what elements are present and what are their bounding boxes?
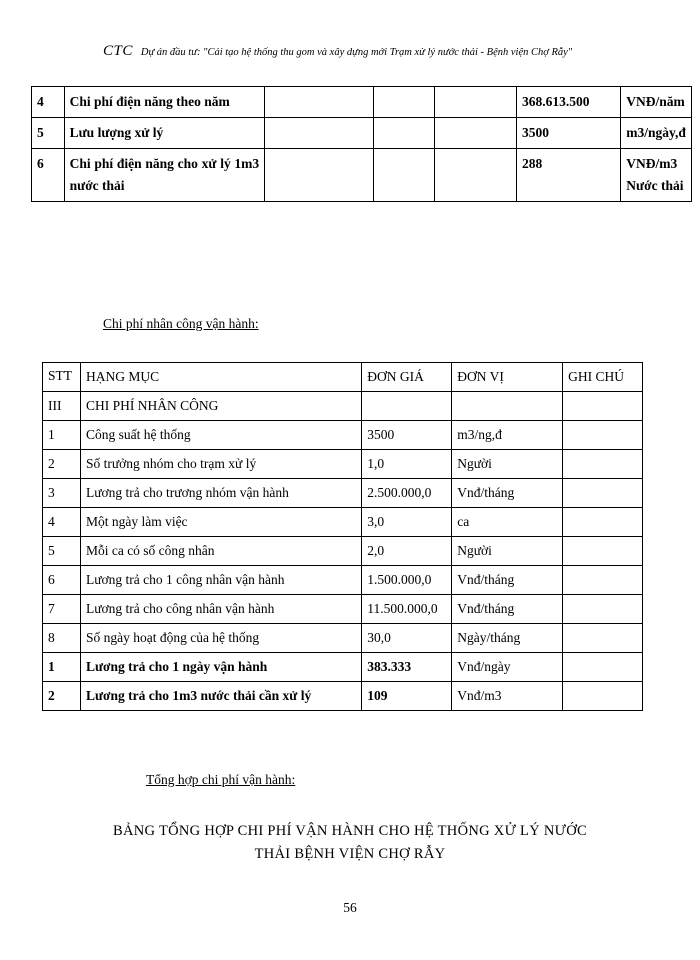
table-row <box>43 653 643 682</box>
row-item: Lương trả cho 1m3 nước thải cần xử lý <box>80 682 361 711</box>
row-stt: 6 <box>43 566 81 595</box>
row-stt: 5 <box>43 537 81 566</box>
row-stt: 1 <box>43 653 81 682</box>
summary-table-title <box>60 820 640 866</box>
row-price: 3,0 <box>362 508 452 537</box>
row-unit: m3/ngày,đ <box>621 118 692 149</box>
row-stt: 1 <box>43 421 81 450</box>
empty-cell <box>265 149 374 202</box>
empty-cell <box>265 118 374 149</box>
row-stt: 3 <box>43 479 81 508</box>
project-title: Dự án đầu tư: "Cải tạo hệ thống thu gom và xây dựng mới Trạm xử lý nước thải - Bệnh viện Chợ Rẫy" <box>140 47 573 58</box>
row-item: Một ngày làm việc <box>80 508 361 537</box>
row-unit: Người <box>452 537 563 566</box>
row-note <box>563 624 643 653</box>
row-value: 3500 <box>517 118 621 149</box>
row-item: Lương trả cho trương nhóm vận hành <box>80 479 361 508</box>
row-note <box>563 450 643 479</box>
row-note <box>563 682 643 711</box>
page-number: 56 <box>343 900 357 915</box>
row-note <box>563 566 643 595</box>
row-note <box>563 595 643 624</box>
summary-title-line-2: THẢI BỆNH VIỆN CHỢ RẪY <box>254 846 446 862</box>
table-row <box>43 421 643 450</box>
row-unit: Người <box>452 450 563 479</box>
table-row <box>32 118 692 149</box>
row-price: 11.500.000,0 <box>362 595 452 624</box>
row-note <box>563 508 643 537</box>
table-row <box>43 392 643 421</box>
company-abbrev: CTC <box>103 43 133 59</box>
row-number: 4 <box>32 87 65 118</box>
table-row <box>43 624 643 653</box>
empty-cell <box>374 118 435 149</box>
header-stt: STT <box>43 363 81 392</box>
row-item: Lương trả cho 1 ngày vận hành <box>80 653 361 682</box>
row-item: Số ngày hoạt động của hệ thống <box>80 624 361 653</box>
labor-cost-table <box>42 362 643 711</box>
row-unit: VNĐ/m3 Nước thải <box>621 149 692 202</box>
row-stt: 7 <box>43 595 81 624</box>
page-header <box>103 44 603 60</box>
row-note <box>563 392 643 421</box>
header-note: GHI CHÚ <box>563 363 643 392</box>
row-price <box>362 392 452 421</box>
row-stt: 2 <box>43 682 81 711</box>
row-unit: m3/ng,đ <box>452 421 563 450</box>
row-number: 5 <box>32 118 65 149</box>
header-unit: ĐƠN VỊ <box>452 363 563 392</box>
row-unit: Ngày/tháng <box>452 624 563 653</box>
row-item: Lưu lượng xử lý <box>64 118 265 149</box>
row-unit: Vnđ/m3 <box>452 682 563 711</box>
row-price: 1.500.000,0 <box>362 566 452 595</box>
table-row <box>32 87 692 118</box>
electricity-cost-table <box>31 86 692 202</box>
row-item: Mỗi ca có số công nhân <box>80 537 361 566</box>
table-row <box>43 595 643 624</box>
section-title-labor: Chi phí nhân công vận hành: <box>103 316 259 331</box>
row-unit <box>452 392 563 421</box>
row-stt: 2 <box>43 450 81 479</box>
row-note <box>563 479 643 508</box>
empty-cell <box>374 149 435 202</box>
row-item: Số trưởng nhóm cho trạm xử lý <box>80 450 361 479</box>
empty-cell <box>435 149 517 202</box>
row-stt: 8 <box>43 624 81 653</box>
row-item: Công suất hệ thống <box>80 421 361 450</box>
row-item: CHI PHÍ NHÂN CÔNG <box>80 392 361 421</box>
row-price: 109 <box>362 682 452 711</box>
row-price: 1,0 <box>362 450 452 479</box>
row-number: 6 <box>32 149 65 202</box>
table-header-row <box>43 363 643 392</box>
table-row <box>43 508 643 537</box>
row-stt: III <box>43 392 81 421</box>
empty-cell <box>374 87 435 118</box>
table-row <box>43 537 643 566</box>
row-price: 30,0 <box>362 624 452 653</box>
empty-cell <box>265 87 374 118</box>
row-value: 368.613.500 <box>517 87 621 118</box>
row-price: 3500 <box>362 421 452 450</box>
empty-cell <box>435 118 517 149</box>
header-item: HẠNG MỤC <box>80 363 361 392</box>
header-price: ĐƠN GIÁ <box>362 363 452 392</box>
table-row <box>43 682 643 711</box>
row-unit: Vnđ/tháng <box>452 479 563 508</box>
row-unit: Vnđ/tháng <box>452 595 563 624</box>
row-item: Chi phí điện năng cho xử lý 1m3 nước thải <box>64 149 265 202</box>
row-price: 2.500.000,0 <box>362 479 452 508</box>
section-title-summary: Tổng hợp chi phí vận hành: <box>146 772 296 787</box>
row-item: Lương trả cho công nhân vận hành <box>80 595 361 624</box>
row-stt: 4 <box>43 508 81 537</box>
table-row <box>43 479 643 508</box>
row-unit: Vnđ/tháng <box>452 566 563 595</box>
row-note <box>563 421 643 450</box>
summary-title-line-1: BẢNG TỔNG HỢP CHI PHÍ VẬN HÀNH CHO HỆ THỐNG XỬ LÝ NƯỚC <box>113 823 587 839</box>
table-row <box>32 149 692 202</box>
row-unit: Vnđ/ngày <box>452 653 563 682</box>
row-item: Lương trả cho 1 công nhân vận hành <box>80 566 361 595</box>
row-unit: VNĐ/năm <box>621 87 692 118</box>
row-note <box>563 537 643 566</box>
row-price: 2,0 <box>362 537 452 566</box>
row-value: 288 <box>517 149 621 202</box>
table-row <box>43 566 643 595</box>
row-item: Chi phí điện năng theo năm <box>64 87 265 118</box>
row-unit: ca <box>452 508 563 537</box>
row-note <box>563 653 643 682</box>
table-row <box>43 450 643 479</box>
empty-cell <box>435 87 517 118</box>
row-price: 383.333 <box>362 653 452 682</box>
